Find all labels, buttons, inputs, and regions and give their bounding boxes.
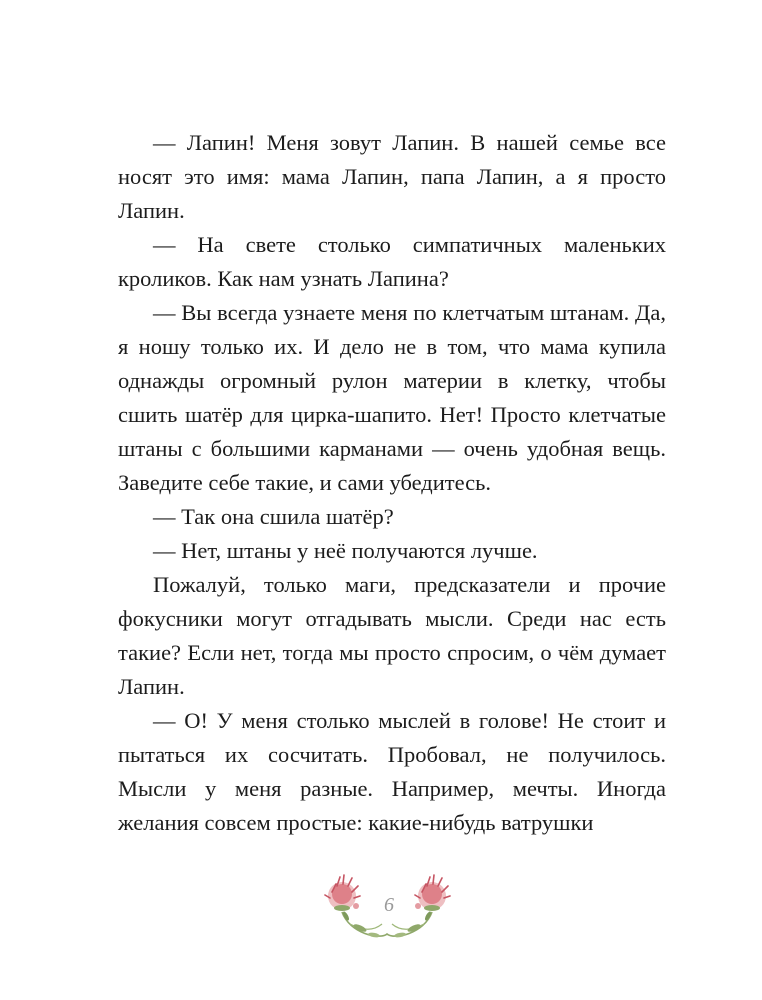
paragraph: — О! У меня столько мыслей в голове! Не стоит и пытаться их сосчитать. Пробовал, не получилось. Мысли у меня разные. Например, мечты. Иногда желания совсем простые: какие-нибудь ватрушки (118, 708, 666, 835)
paragraph: — Так она сшила шатёр? (153, 504, 394, 529)
paragraph: — Нет, штаны у неё получаются лучше. (153, 538, 538, 563)
page-number: 6 (384, 894, 394, 916)
paragraph: — Лапин! Меня зовут Лапин. В нашей семье все носят это имя: мама Лапин, папа Лапин, а я просто Лапин. (118, 130, 666, 223)
book-text (118, 126, 666, 840)
paragraph: — Вы всегда узнаете меня по клетчатым штанам. Да, я ношу только их. И дело не в том, что мама купила однажды огромный рулон материи в клетку, чтобы сшить шатёр для цирка-шапито. Нет! Просто клетчатые штаны с большими карманами — очень удобная вещь. Заведите себе такие, и сами убедитесь. (118, 300, 666, 495)
paragraph: — На свете столько симпатичных маленьких кроликов. Как нам узнать Лапина? (118, 232, 666, 291)
paragraph: Пожалуй, только маги, предсказатели и прочие фокусники могут отгадывать мысли. Среди нас есть такие? Если нет, тогда мы просто спросим, о чём думает Лапин. (118, 572, 666, 699)
